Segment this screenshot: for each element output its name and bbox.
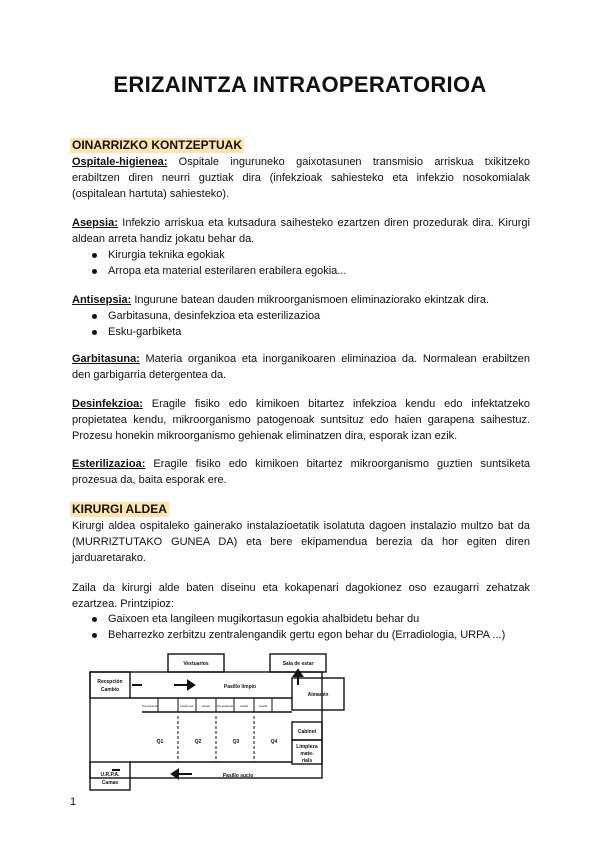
term-desinfekzioa: Desinfekzioa: [72,398,143,410]
label-urpa: U.R.P.A. [100,772,120,778]
section-heading-basic-concepts: OINARRIZKO KONTZEPTUAK [72,138,242,152]
label-cabinet: Cabinet [297,729,317,735]
paragraph-desinfekzioa [72,396,530,444]
term-esterilizazioa: Esterilizazioa: [72,458,146,470]
paragraph-hygiene [72,154,530,202]
list-item: Kirurgia teknika egokiak [90,247,346,263]
label-q2: Q2 [194,739,202,745]
label-small-room: Lavado quir. [179,705,195,708]
term-antisepsia: Antisepsia: [72,294,132,306]
paragraph-asepsia [72,215,530,247]
dirty-flow-arrow-head [172,770,178,778]
surgical-area-floor-plan [88,650,354,792]
list-item: Beharrezko zerbitzu zentralengandik gertu egon behar du (Erradiologia, URPA ...) [90,627,505,643]
label-limpieza-3: rials [301,758,313,764]
reception-room [90,672,130,698]
asepsia-bullet-list [90,247,346,279]
term-hygiene: Ospitale-higienea: [72,156,168,168]
paragraph-surgical-area-definition: Kirurgi aldea ospitaleko gainerako instalazioetatik isolatuta dagoen instalazio multzo bat da (MURRIZTUTAKO GUNEA DA) eta bere ekipamendua berezia da hor egiten diren jarduaretarako. [72,520,530,564]
hygiene-text: Ospitale inguruneko gaixotasunen transmisio arriskua txikitzeko erabiltzen diren neurri guztiak dira (infekzioak sahiesteko eta infekzio nosokomialak (ospitalean hartuta) sahiesteko). [72,156,530,200]
page-number: 1 [70,796,77,808]
paragraph-antisepsia [72,292,530,308]
label-sala-estar: Sala de estar [282,661,314,667]
label-small-room: Lavado [239,705,249,708]
desinfekzioa-text: Eragile fisiko edo kimikoen bitartez infekzioa kendu edo infektatzeko propietatea kendu, mikroorganismo patogenoak suntsituz edo haien garapena saihestuz. Prozesu honekin mikroorganismo gehienak eliminatzen dira, esporak izan ezik. [72,398,530,442]
term-garbitasuna: Garbitasuna: [72,353,140,365]
label-small-room: Pre-anestesia [216,705,234,708]
paragraph-esterilizazioa [72,456,530,488]
garbitasuna-text: Materia organikoa eta inorganikoaren eliminazioa da. Normalean erabiltzen den garbigarria detergentea da. [72,353,530,381]
label-small-room: Lavado [258,705,268,708]
asepsia-text: Infekzio arriskua eta kutsadura saihesteko ezartzen diren prozedurak dira. Kirurgi aldean arreta handiz jokatu behar da. [72,217,530,245]
label-recepcion: Recepción [97,679,123,685]
paragraph-surgical-area-design: Zaila da kirurgi alde baten diseinu eta kokapenari dagokionez oso ezaugarri zehatzak ezartzea. Printzipioz: [72,582,530,610]
list-item: Garbitasuna, desinfekzioa eta esterilizazioa [90,308,320,324]
label-limpieza: Limpieza [296,744,318,750]
clean-flow-arrow-head [188,681,194,689]
exit-arrow-head [294,670,302,676]
antisepsia-bullet-list [90,308,320,340]
esterilizazioa-text: Eragile fisiko edo kimikoen bitartez mikroorganismo guztien suntsiketa prozesua da, baita esporak ere. [72,458,530,486]
list-item: Arropa eta material esterilaren erabilera egokia... [90,263,346,279]
label-limpieza-2: mate- [300,751,314,757]
term-asepsia: Asepsia: [72,217,118,229]
list-item: Gaixoen eta langileen mugikortasun egokia ahalbidetu behar du [90,611,505,627]
label-vestuarios: Vestuarios [183,661,209,667]
section-heading-surgical-area: KIRURGI ALDEA [72,502,167,516]
page-title: ERIZAINTZA INTRAOPERATORIOA [113,72,487,97]
label-camas: Camas [101,780,119,786]
label-almacen: Almacén [307,692,329,698]
antisepsia-text: Ingurune batean dauden mikroorganismoen eliminaziorako ekintzak dira. [131,294,490,306]
list-item: Esku-garbiketa [90,324,320,340]
label-q3: Q3 [232,739,240,745]
surgical-area-bullet-list [90,611,505,643]
label-pasillo-limpio: Pasillo limpio [223,684,257,690]
label-pasillo-sucio: Pasillo sucio [222,773,254,779]
label-q4: Q4 [270,739,278,745]
paragraph-garbitasuna [72,351,530,383]
label-cambio: Cambio [100,687,120,693]
label-small-room: Pre-anestesia [141,705,159,708]
label-small-room: Lavado [201,705,211,708]
label-q1: Q1 [156,739,164,745]
